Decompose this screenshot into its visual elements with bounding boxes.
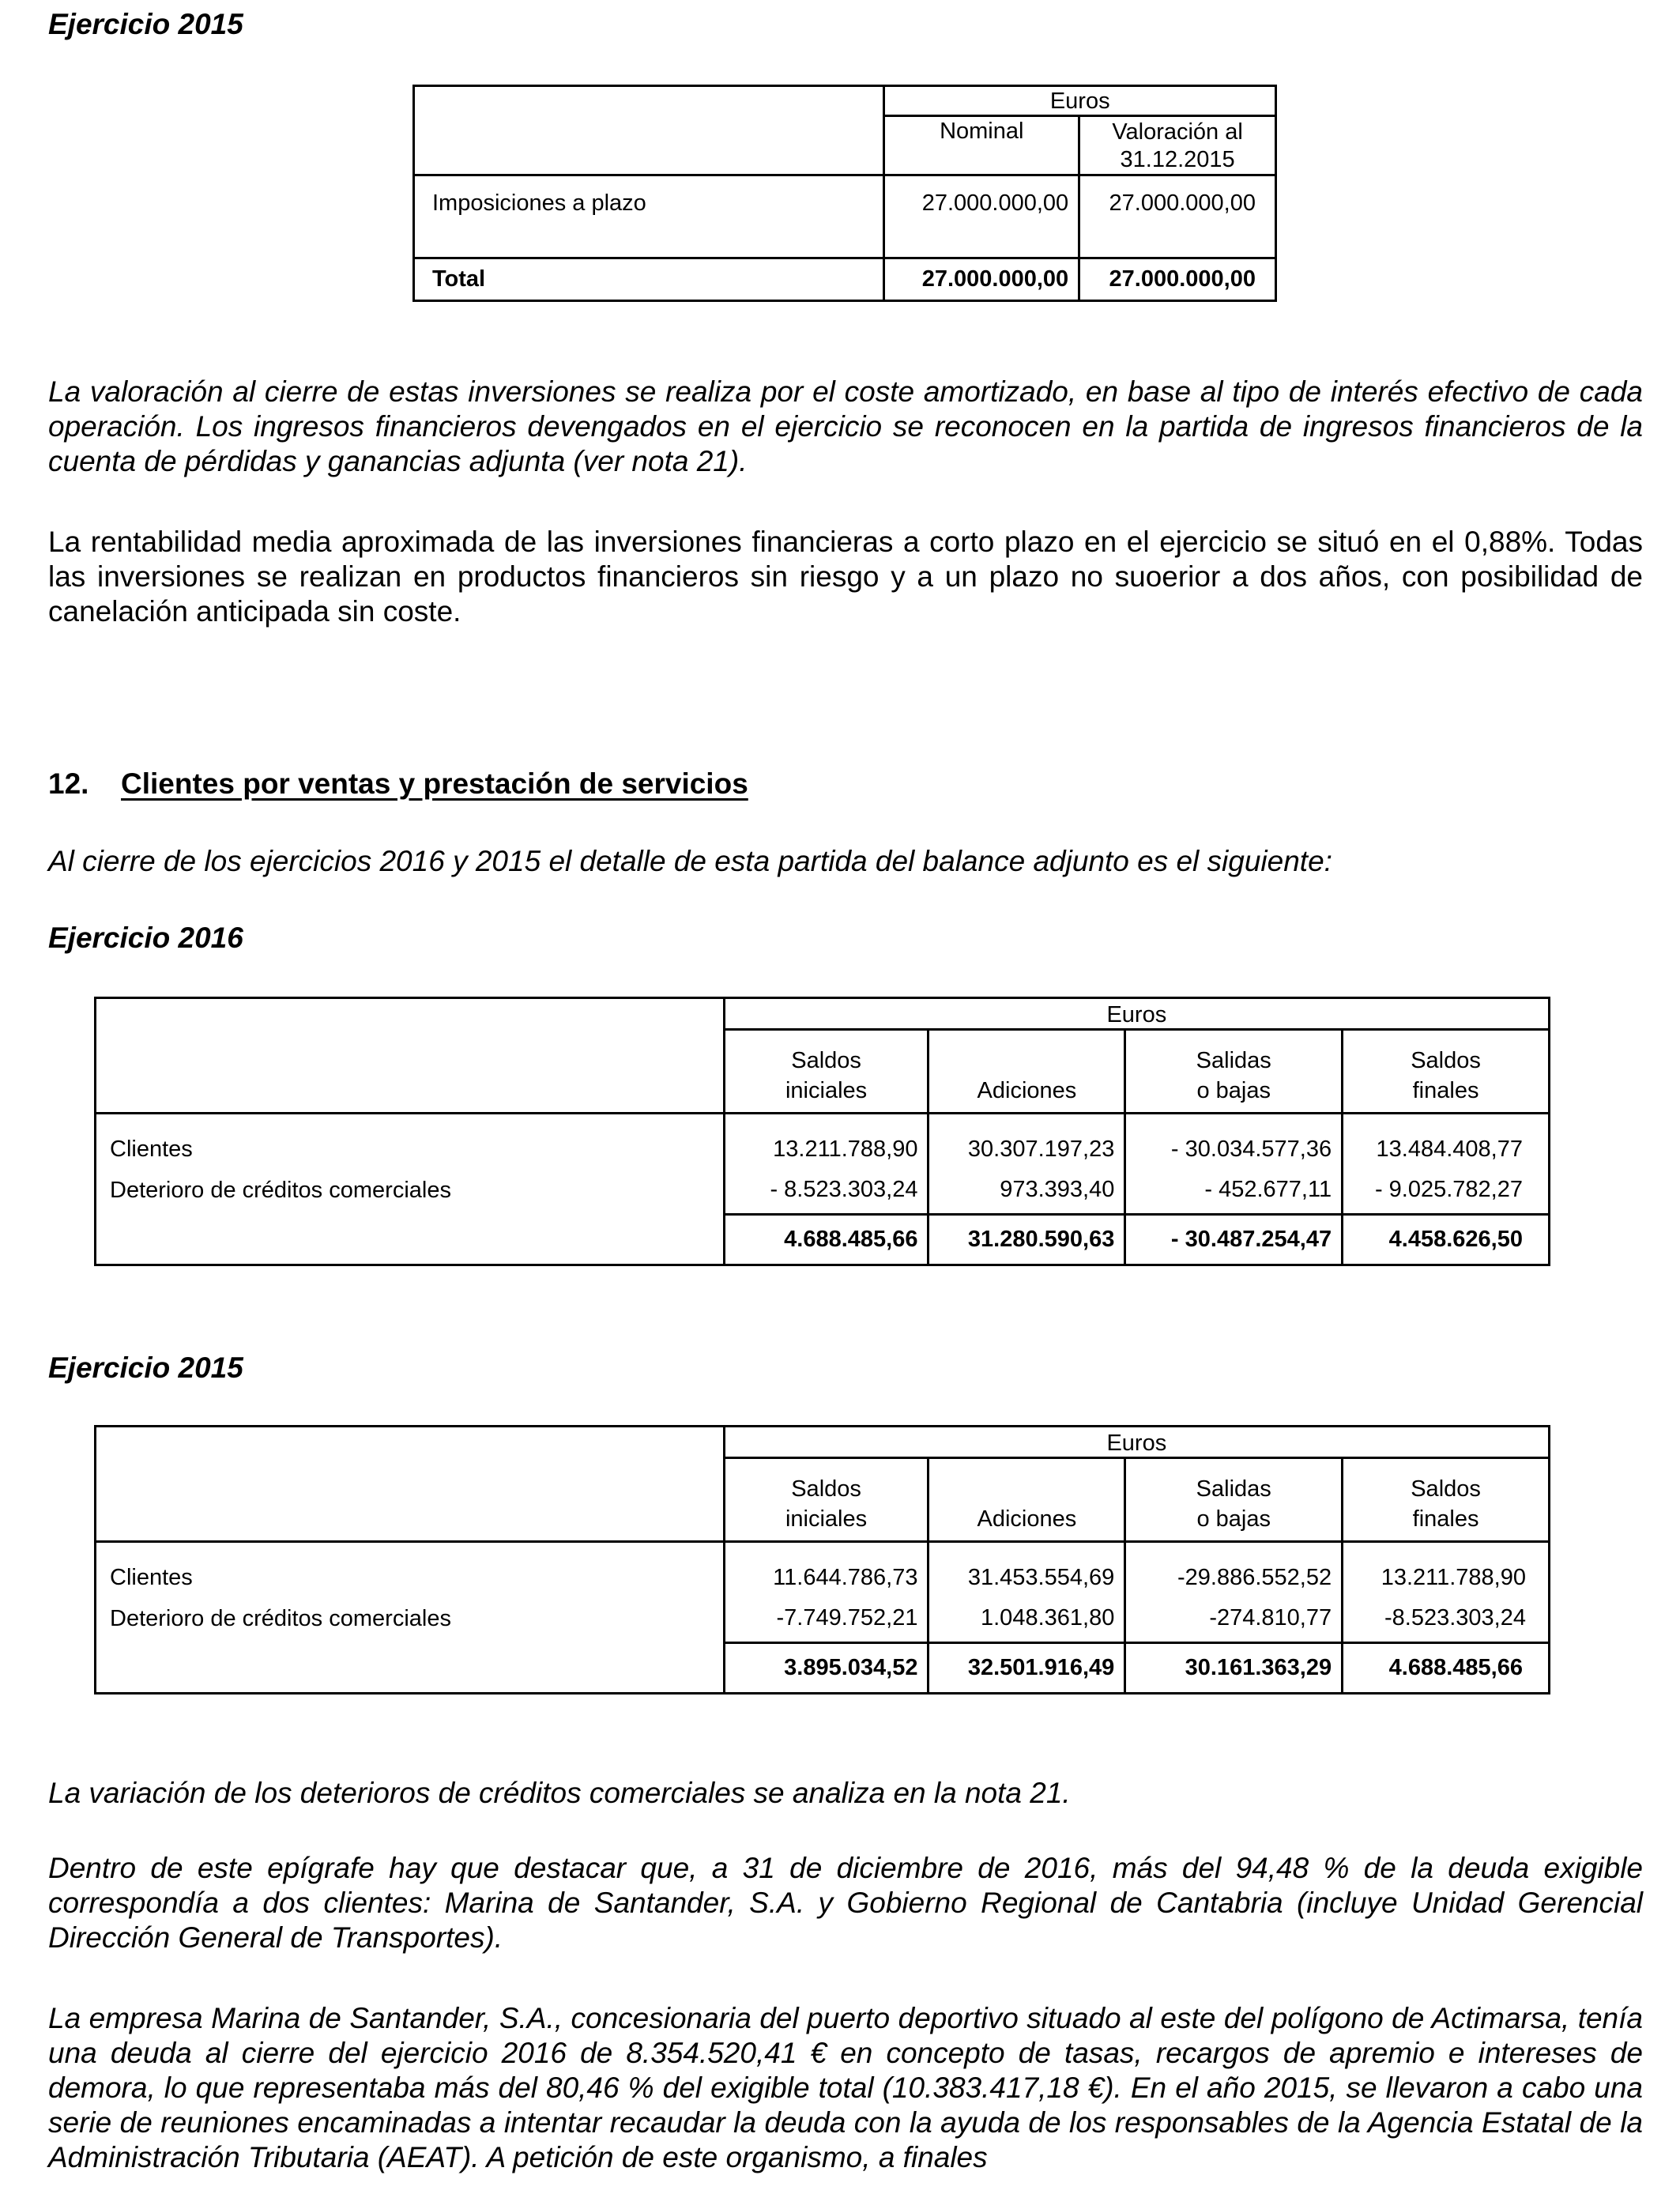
table-2015-col-saldos-iniciales [724, 1458, 929, 1542]
table-2015-col-saldos-finales [1343, 1458, 1550, 1542]
col-label-line1: Salidas [1196, 1048, 1271, 1073]
investments-group-header: Euros [884, 86, 1276, 116]
row-label: Clientes [96, 1114, 725, 1167]
col-label-line2: finales [1412, 1078, 1479, 1103]
total-label-blank [96, 1215, 725, 1265]
cell-value: 13.211.788,90 [724, 1114, 929, 1167]
cell-value: -7.749.752,21 [724, 1596, 929, 1643]
col-label-line2: iniciales [785, 1078, 868, 1103]
col-label-line2: Adiciones [977, 1078, 1077, 1103]
total-value: 32.501.916,49 [929, 1643, 1125, 1694]
col-label-line2: o bajas [1196, 1506, 1271, 1532]
heading-ejercicio-2015-top: Ejercicio 2015 [48, 8, 243, 40]
paragraph-rentabilidad: La rentabilidad media aproximada de las inversiones financieras a corto plazo en el ejercicio se situó en el 0,88%. Todas las inversiones se realizan en productos financieros sin riesgo y a un plazo no suoerior a dos años, con posibilidad de canelación anticipada sin coste. [48, 526, 1643, 628]
cell-value: 973.393,40 [929, 1167, 1125, 1215]
cell-value: 13.211.788,90 [1343, 1542, 1550, 1596]
cell-value: 30.307.197,23 [929, 1114, 1125, 1167]
col-header-valoracion-line1: Valoración al [1112, 119, 1243, 145]
cell-value: -8.523.303,24 [1343, 1596, 1550, 1643]
clientes-table-2016 [94, 997, 1550, 1266]
table-2016-col-saldos-finales [1343, 1030, 1550, 1114]
cell-value: 13.484.408,77 [1343, 1114, 1550, 1167]
table-total-row [96, 1215, 1550, 1265]
total-value: - 30.487.254,47 [1125, 1215, 1343, 1265]
col-label-line2: finales [1412, 1506, 1479, 1532]
col-label-line2: o bajas [1196, 1078, 1271, 1103]
total-valoracion: 27.000.000,00 [1079, 258, 1276, 301]
total-label: Total [414, 258, 884, 301]
clientes-table-2015 [94, 1425, 1550, 1695]
col-label-line1: Salidas [1196, 1476, 1271, 1502]
col-header-nominal: Nominal [884, 116, 1079, 175]
col-label-line1: Saldos [791, 1476, 861, 1502]
total-value: 4.458.626,50 [1343, 1215, 1550, 1265]
table-row [96, 1542, 1550, 1596]
table-2015-col-adiciones [929, 1458, 1125, 1542]
table-2015-group-header: Euros [724, 1427, 1549, 1458]
paragraph-valoracion: La valoración al cierre de estas inversiones se realiza por el coste amortizado, en base al tipo de interés efectivo de cada operación. Los ingresos financieros devengados en el ejercicio se reconocen en la partida de ingresos financieros de la cuenta de pérdidas y ganancias adjunta (ver nota 21). [48, 375, 1643, 477]
table-2016-header-blank [96, 998, 725, 1114]
total-value: 4.688.485,66 [724, 1215, 929, 1265]
col-header-valoracion [1079, 116, 1276, 175]
total-value: 31.280.590,63 [929, 1215, 1125, 1265]
paragraph-epigrafe: Dentro de este epígrafe hay que destacar que, a 31 de diciembre de 2016, más del 94,48 % de la deuda exigible correspondía a dos clientes: Marina de Santander, S.A. y Gobierno Regional de Cantabria (incluye Unidad Gerencial Dirección General de Transportes). [48, 1852, 1643, 1954]
investments-table [412, 85, 1277, 302]
row-nominal: 27.000.000,00 [884, 175, 1079, 258]
table-row [96, 1167, 1550, 1215]
section-title [48, 767, 748, 801]
total-nominal: 27.000.000,00 [884, 258, 1079, 301]
table-row [96, 1596, 1550, 1643]
table-2016-col-saldos-iniciales [724, 1030, 929, 1114]
table-total-row [96, 1643, 1550, 1694]
cell-value: -274.810,77 [1125, 1596, 1343, 1643]
cell-value: -29.886.552,52 [1125, 1542, 1343, 1596]
col-label-line1: Saldos [1411, 1476, 1481, 1502]
col-label-line2: Adiciones [977, 1506, 1077, 1532]
paragraph-detalle: Al cierre de los ejercicios 2016 y 2015 el detalle de esta partida del balance adjunto es el siguiente: [48, 845, 1332, 877]
section-number: 12. [48, 767, 89, 800]
heading-ejercicio-2015-bottom: Ejercicio 2015 [48, 1351, 243, 1384]
cell-value: - 8.523.303,24 [724, 1167, 929, 1215]
row-label: Clientes [96, 1542, 725, 1596]
table-2016-col-adiciones [929, 1030, 1125, 1114]
cell-value: - 452.677,11 [1125, 1167, 1343, 1215]
table-2015-col-salidas [1125, 1458, 1343, 1542]
col-label-line1: Saldos [791, 1048, 861, 1073]
table-2016-col-salidas [1125, 1030, 1343, 1114]
paragraph-marina: La empresa Marina de Santander, S.A., concesionaria del puerto deportivo situado al este del polígono de Actimarsa, tenía una deuda al cierre del ejercicio 2016 de 8.354.520,41 € en concepto de tasas, recargos de apremio e intereses de demora, lo que representaba más del 80,46 % del exigible total (10.383.417,18 €). En el año 2015, se llevaron a cabo una serie de reuniones encaminadas a intentar recaudar la deuda con la ayuda de los responsables de la Agencia Estatal de la Administración Tributaria (AEAT). A petición de este organismo, a finales [48, 2002, 1643, 2173]
heading-ejercicio-2016: Ejercicio 2016 [48, 922, 243, 954]
table-row [96, 1114, 1550, 1167]
investments-header-blank [414, 86, 884, 175]
row-label: Imposiciones a plazo [414, 175, 884, 258]
table-2015-header-blank [96, 1427, 725, 1542]
row-label: Deterioro de créditos comerciales [96, 1596, 725, 1643]
row-valoracion: 27.000.000,00 [1079, 175, 1276, 258]
total-value: 4.688.485,66 [1343, 1643, 1550, 1694]
cell-value: - 9.025.782,27 [1343, 1167, 1550, 1215]
cell-value: - 30.034.577,36 [1125, 1114, 1343, 1167]
col-header-valoracion-line2: 31.12.2015 [1120, 147, 1235, 172]
cell-value: 11.644.786,73 [724, 1542, 929, 1596]
total-value: 3.895.034,52 [724, 1643, 929, 1694]
paragraph-variacion: La variación de los deterioros de créditos comerciales se analiza en la nota 21. [48, 1777, 1071, 1809]
table-2016-group-header: Euros [724, 998, 1549, 1030]
row-label: Deterioro de créditos comerciales [96, 1167, 725, 1215]
total-value: 30.161.363,29 [1125, 1643, 1343, 1694]
col-label-line2: iniciales [785, 1506, 868, 1532]
col-label-line1: Saldos [1411, 1048, 1481, 1073]
cell-value: 1.048.361,80 [929, 1596, 1125, 1643]
cell-value: 31.453.554,69 [929, 1542, 1125, 1596]
section-title-text: Clientes por ventas y prestación de servicios [121, 767, 748, 800]
total-label-blank [96, 1643, 725, 1694]
